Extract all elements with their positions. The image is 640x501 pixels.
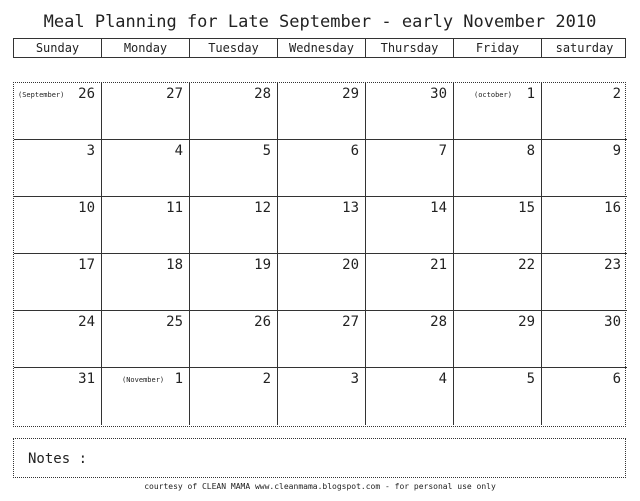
calendar-grid <box>13 82 626 427</box>
day-cell[interactable] <box>542 368 627 425</box>
day-number: 16 <box>604 200 621 216</box>
day-cell[interactable] <box>102 368 190 425</box>
day-cell[interactable] <box>454 83 542 140</box>
day-cell[interactable] <box>542 311 627 368</box>
day-number: 11 <box>166 200 183 216</box>
day-number: 22 <box>518 257 535 273</box>
day-cell[interactable] <box>14 197 102 254</box>
day-cell[interactable] <box>190 254 278 311</box>
day-number: 2 <box>612 86 621 102</box>
day-number: 1 <box>174 371 183 387</box>
day-cell[interactable] <box>190 197 278 254</box>
day-number: 3 <box>350 371 359 387</box>
day-cell[interactable] <box>278 197 366 254</box>
notes-box[interactable] <box>13 438 626 478</box>
day-number: 18 <box>166 257 183 273</box>
day-cell[interactable] <box>14 83 102 140</box>
day-cell[interactable] <box>278 254 366 311</box>
day-number: 26 <box>78 86 95 102</box>
day-number: 15 <box>518 200 535 216</box>
day-number: 25 <box>166 314 183 330</box>
day-cell[interactable] <box>454 197 542 254</box>
weekday-wednesday: Wednesday <box>278 39 366 57</box>
weekday-saturday: saturday <box>555 41 614 55</box>
weekday-friday: Friday <box>454 39 542 57</box>
day-cell[interactable] <box>14 311 102 368</box>
day-number: 14 <box>430 200 447 216</box>
day-cell[interactable] <box>454 311 542 368</box>
day-cell[interactable] <box>454 368 542 425</box>
day-number: 21 <box>430 257 447 273</box>
day-cell[interactable] <box>542 254 627 311</box>
day-number: 3 <box>86 143 95 159</box>
day-cell[interactable] <box>190 140 278 197</box>
day-cell[interactable] <box>102 311 190 368</box>
day-number: 20 <box>342 257 359 273</box>
day-cell[interactable] <box>102 140 190 197</box>
day-cell[interactable] <box>278 140 366 197</box>
month-label: (November) <box>122 376 165 384</box>
day-number: 29 <box>342 86 359 102</box>
day-cell[interactable] <box>542 140 627 197</box>
day-cell[interactable] <box>454 254 542 311</box>
day-number: 2 <box>262 371 271 387</box>
day-number: 6 <box>350 143 359 159</box>
day-cell[interactable] <box>542 197 627 254</box>
day-number: 8 <box>526 143 535 159</box>
day-number: 9 <box>612 143 621 159</box>
day-cell[interactable] <box>278 368 366 425</box>
day-cell[interactable] <box>366 254 454 311</box>
day-cell[interactable] <box>366 83 454 140</box>
day-number: 24 <box>78 314 95 330</box>
day-number: 30 <box>430 86 447 102</box>
day-cell[interactable] <box>454 140 542 197</box>
day-cell[interactable] <box>102 83 190 140</box>
day-number: 17 <box>78 257 95 273</box>
day-number: 5 <box>262 143 271 159</box>
weekday-monday: Monday <box>102 39 190 57</box>
day-number: 19 <box>254 257 271 273</box>
day-cell[interactable] <box>14 254 102 311</box>
day-number: 28 <box>430 314 447 330</box>
day-number: 13 <box>342 200 359 216</box>
day-cell[interactable] <box>366 197 454 254</box>
day-number: 27 <box>342 314 359 330</box>
weekday-header <box>13 38 626 58</box>
day-number: 1 <box>526 86 535 102</box>
day-number: 10 <box>78 200 95 216</box>
calendar-cells <box>14 83 625 426</box>
day-cell[interactable] <box>190 83 278 140</box>
day-cell[interactable] <box>102 254 190 311</box>
weekday-sunday: Sunday <box>14 39 102 57</box>
day-number: 31 <box>78 371 95 387</box>
day-number: 12 <box>254 200 271 216</box>
day-number: 4 <box>174 143 183 159</box>
footer-credit: courtesy of CLEAN MAMA www.cleanmama.blogspot.com - for personal use only <box>144 482 496 491</box>
day-number: 26 <box>254 314 271 330</box>
day-number: 23 <box>604 257 621 273</box>
month-label: (october) <box>474 91 512 99</box>
day-number: 29 <box>518 314 535 330</box>
day-cell[interactable] <box>542 83 627 140</box>
day-cell[interactable] <box>190 368 278 425</box>
day-number: 7 <box>438 143 447 159</box>
notes-label: Notes : <box>28 451 88 467</box>
day-cell[interactable] <box>366 140 454 197</box>
day-number: 27 <box>166 86 183 102</box>
day-cell[interactable] <box>14 368 102 425</box>
day-number: 5 <box>526 371 535 387</box>
day-number: 28 <box>254 86 271 102</box>
day-cell[interactable] <box>366 311 454 368</box>
day-number: 6 <box>612 371 621 387</box>
page-title: Meal Planning for Late September - early November 2010 <box>43 12 597 32</box>
weekday-tuesday: Tuesday <box>190 39 278 57</box>
day-number: 30 <box>604 314 621 330</box>
day-cell[interactable] <box>278 311 366 368</box>
day-cell[interactable] <box>366 368 454 425</box>
day-cell[interactable] <box>102 197 190 254</box>
month-label: (September) <box>18 91 65 99</box>
day-cell[interactable] <box>190 311 278 368</box>
day-cell[interactable] <box>14 140 102 197</box>
day-number: 4 <box>438 371 447 387</box>
weekday-thursday: Thursday <box>366 39 454 57</box>
day-cell[interactable] <box>278 83 366 140</box>
